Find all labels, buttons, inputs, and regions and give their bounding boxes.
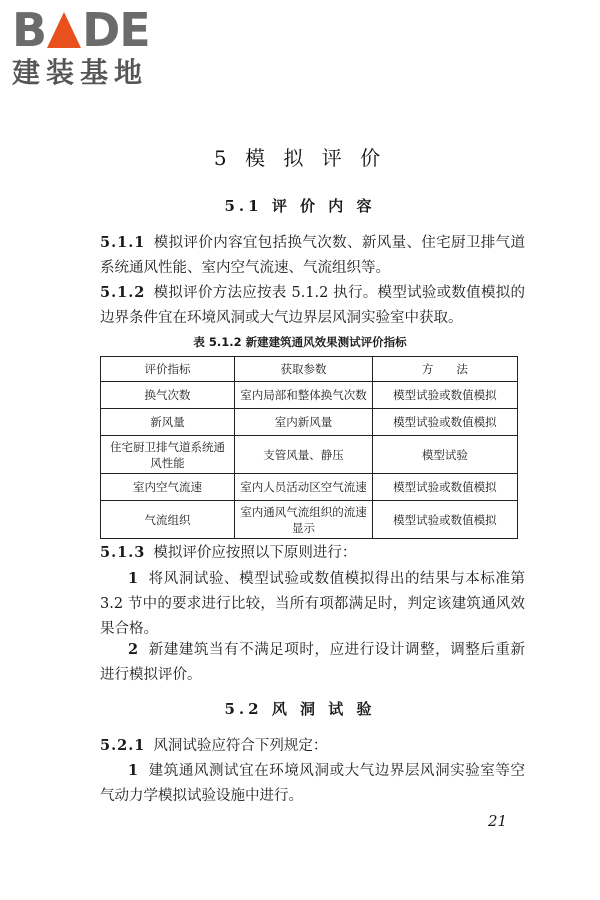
table-cell: 模型试验或数值模拟 <box>372 501 517 539</box>
section-title-5-1: 5.1 评 价 内 容 <box>224 197 376 215</box>
clause-5-1-1 <box>100 230 525 281</box>
item-text: 新建建筑当有不满足项时，应进行设计调整，调整后重新进行模拟评价。 <box>100 642 525 683</box>
clause-5-1-3-item-2 <box>100 637 525 688</box>
header-cell: 获取参数 <box>235 357 373 382</box>
logo-triangle-icon <box>47 12 81 48</box>
clause-text: 模拟评价内容宜包括换气次数、新风量、住宅厨卫排气道系统通风性能、室内空气流速、气流组织等。 <box>100 235 525 276</box>
table-row <box>101 436 518 474</box>
table-cell: 室内局部和整体换气次数 <box>235 382 373 409</box>
table-cell: 模型试验或数值模拟 <box>372 474 517 501</box>
clause-number: 5.1.3 <box>100 544 146 561</box>
table-cell: 模型试验或数值模拟 <box>372 409 517 436</box>
table-cell: 室内通风气流组织的流速显示 <box>235 501 373 539</box>
clause-number: 5.1.1 <box>100 234 146 251</box>
table-header-row <box>101 357 518 382</box>
table-cell: 室内新风量 <box>235 409 373 436</box>
table-caption: 表 5.1.2 新建建筑通风效果测试评价指标 <box>193 335 407 349</box>
clause-number: 5.2.1 <box>100 737 146 754</box>
item-text: 将风洞试验、模型试验或数值模拟得出的结果与本标准第 3.2 节中的要求进行比较，当所有项都满足时，判定该建筑通风效果合格。 <box>100 571 525 637</box>
clause-5-2-1 <box>100 733 525 759</box>
clause-5-1-3 <box>100 540 525 566</box>
evaluation-index-table <box>100 356 518 539</box>
item-text: 建筑通风测试宜在环境风洞或大气边界层风洞实验室等空气动力学模拟试验设施中进行。 <box>100 763 525 804</box>
table-cell: 住宅厨卫排气道系统通风性能 <box>101 436 235 474</box>
table-row <box>101 382 518 409</box>
table-cell: 气流组织 <box>101 501 235 539</box>
table-cell: 新风量 <box>101 409 235 436</box>
table-row <box>101 501 518 539</box>
logo-letter-b: B <box>12 3 47 57</box>
item-number: 1 <box>128 762 139 779</box>
item-number: 1 <box>128 570 139 587</box>
table-row <box>101 409 518 436</box>
table-cell: 支管风量、静压 <box>235 436 373 474</box>
chapter-title: 5 模 拟 评 价 <box>213 146 387 170</box>
page-number: 21 <box>488 812 508 830</box>
clause-5-1-3-item-1 <box>100 566 525 642</box>
table-cell: 室内空气流速 <box>101 474 235 501</box>
section-title-5-2: 5.2 风 洞 试 验 <box>224 700 376 718</box>
header-cell: 方 法 <box>372 357 517 382</box>
table-cell: 室内人员活动区空气流速 <box>235 474 373 501</box>
item-number: 2 <box>128 641 139 658</box>
header-cell: 评价指标 <box>101 357 235 382</box>
clause-text: 模拟评价方法应按表 5.1.2 执行。模型试验或数值模拟的边界条件宜在环境风洞或大气边界层风洞实验室中获取。 <box>100 285 525 326</box>
logo-subtitle: 建装基地 <box>12 56 149 89</box>
clause-number: 5.1.2 <box>100 284 146 301</box>
brand-logo <box>12 3 182 90</box>
logo-letters-de: DE <box>82 3 150 57</box>
table-cell: 换气次数 <box>101 382 235 409</box>
table-cell: 模型试验或数值模拟 <box>372 382 517 409</box>
table-row <box>101 474 518 501</box>
clause-text: 模拟评价应按照以下原则进行： <box>153 545 357 561</box>
clause-5-1-2 <box>100 280 525 331</box>
clause-text: 风洞试验应符合下列规定： <box>153 738 328 754</box>
table-cell: 模型试验 <box>372 436 517 474</box>
clause-5-2-1-item-1 <box>100 758 525 809</box>
